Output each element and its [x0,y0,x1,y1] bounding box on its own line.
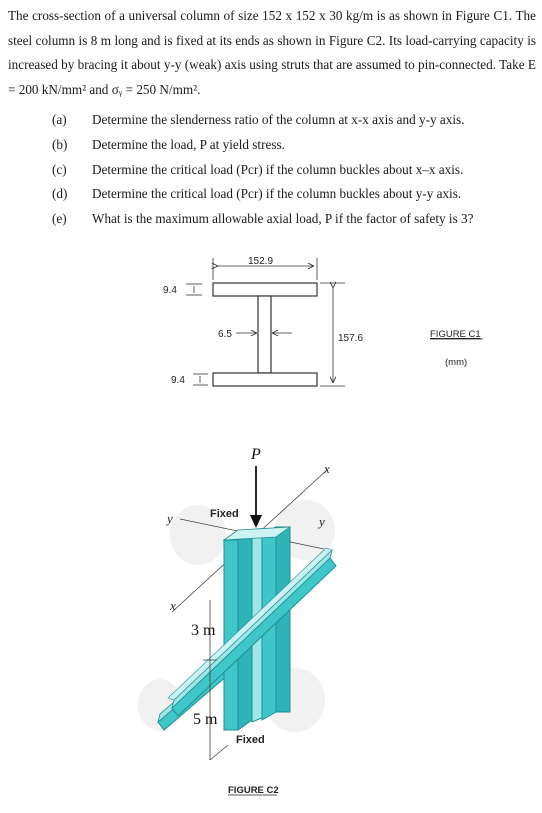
question-e: (e) What is the maximum allowable axial load, P if the factor of safety is 3? [52,211,474,226]
axis-x-bottom-label: x [170,598,176,613]
web [258,296,271,373]
dimension-upper-label: 3 m [191,622,216,639]
bottom-flange-thickness-label: 9.4 [171,375,185,386]
top-flange-thickness-label: 9.4 [163,285,177,296]
fixed-bottom-label: Fixed [236,734,265,746]
problem-paragraph: The cross-section of a universal column of size 152 x 152 x 30 kg/m is as shown in Figure C1. The steel column is 8 m long and is fixed at its ends as shown in Figure C2. Its load-carrying capacity is increased by bracing it about y-y (weak) axis using struts that are assumed to pin-connected. Take E = 200 kN/mm² and σᵧ = 250 N/mm². [8,8,536,97]
axis-y-right-label: y [319,514,325,529]
top-flange [213,283,317,296]
figure-c1-title: FIGURE C1 [430,329,481,340]
dimension-lower-label: 5 m [193,711,218,728]
height-dimension-label: 157.6 [338,333,364,344]
question-a: (a) Determine the slenderness ratio of the column at x-x axis and y-y axis. [52,112,465,127]
figure-c1 [163,256,483,386]
question-d: (d) Determine the critical load (Pcr) if the column buckles about y-y axis. [52,186,462,201]
dimension-end-tick [210,745,228,760]
question-b: (b) Determine the load, P at yield stress. [52,137,285,152]
axis-y-left-label: y [167,511,173,526]
axis-x-top-label: x [324,461,330,476]
figure-c2 [138,446,336,796]
figure-c1-units: (mm) [445,357,468,368]
web-thickness-label: 6.5 [218,329,232,340]
bottom-flange [213,373,317,386]
figure-c2-title: FIGURE C2 [228,785,279,796]
load-label: P [251,446,261,463]
question-c: (c) Determine the critical load (Pcr) if the column buckles about x–x axis. [52,162,464,177]
width-dimension-label: 152.9 [248,256,274,267]
load-arrow-head [250,515,262,528]
fixed-top-label: Fixed [210,508,239,520]
